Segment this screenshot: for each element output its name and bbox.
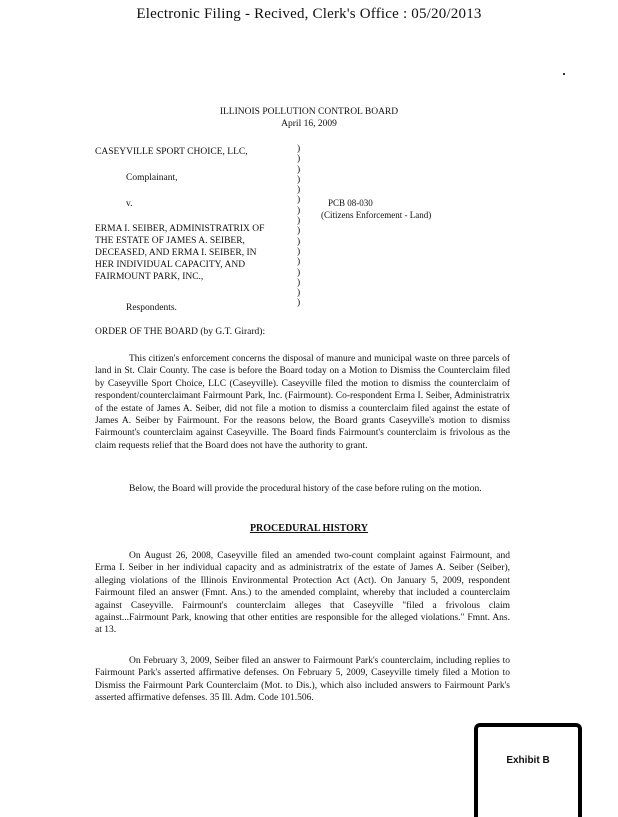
caption-paren: ) xyxy=(297,185,301,196)
caption-paren: ) xyxy=(297,154,301,165)
caption-paren: ) xyxy=(297,205,301,216)
caption-paren: ) xyxy=(297,257,301,268)
order-heading: ORDER OF THE BOARD (by G.T. Girard): xyxy=(95,327,266,337)
overview-paragraph: Below, the Board will provide the procedural history of the case before ruling on the motion. xyxy=(129,484,482,494)
exhibit-tab xyxy=(474,723,582,817)
caption-paren: ) xyxy=(297,267,301,278)
versus-label: v. xyxy=(126,199,133,209)
caption-paren: ) xyxy=(297,246,301,257)
scan-speck xyxy=(563,73,565,75)
caption-parens xyxy=(297,144,300,309)
defendant-names xyxy=(95,223,264,283)
order-date: April 16, 2009 xyxy=(281,119,337,129)
caption-paren: ) xyxy=(297,288,301,299)
exhibit-label: Exhibit B xyxy=(506,755,550,766)
caption-paren: ) xyxy=(297,195,301,206)
defendant-line: HER INDIVIDUAL CAPACITY, AND xyxy=(95,260,246,270)
caption-paren: ) xyxy=(297,216,301,227)
caption-paren: ) xyxy=(297,298,301,309)
caption-paren: ) xyxy=(297,174,301,185)
defendant-line: FAIRMOUNT PARK, INC., xyxy=(95,272,204,282)
caption-paren: ) xyxy=(297,277,301,288)
defendant-line: ERMA I. SEIBER, ADMINISTRATRIX OF xyxy=(95,224,265,234)
caption-paren: ) xyxy=(297,144,301,154)
case-info xyxy=(321,197,431,221)
caption-paren: ) xyxy=(297,226,301,237)
complainant-label: Complainant, xyxy=(126,173,178,183)
respondents-label: Respondents. xyxy=(126,303,177,313)
history-paragraph-1: On August 26, 2008, Caseyville filed an amended two-count complaint against Fairmount, and Erma I. Seiber in her individual capacity and as administratrix of the estate of James A. Seiber (Seiber), alleging violations of the Illinois Environmental Protection Act (Act). On January 5, 2009, respondent Fairmount filed an answer (Fmnt. Ans.) to the amended complaint, whereby that included a counterclaim against Caseyville. Fairmount's counterclaim alleges that Caseyville "filed a frivolous claim against...Fairmount Park, knowing that other entities are responsible for the alleged violations." Fmnt. Ans. at 13. xyxy=(95,551,510,636)
caption-paren: ) xyxy=(297,164,301,175)
intro-paragraph: This citizen's enforcement concerns the disposal of manure and municipal waste on three parcels of land in St. Clair County. The case is before the Board today on a Motion to Dismiss the Counterclaim filed by Caseyville Sport Choice, LLC (Caseyville). Caseyville filed the motion to dismiss the counterclaim of respondent/counterclaimant Fairmount Park, Inc. (Fairmount). Co-respondent Erma I. Seiber, Administratrix of the estate of James A. Seiber, did not file a motion to dismiss a counterclaim filed against the estate of James A. Seiber by Fairmount. For the reasons below, the Board grants Caseyville's motion to dismiss Fairmount's counterclaim against Caseyville. The Board finds Fairmount's counterclaim is frivolous as the claim requests relief that the Board does not have the authority to grant. xyxy=(95,354,510,451)
history-paragraph-2: On February 3, 2009, Seiber filed an answer to Fairmount Park's counterclaim, including replies to Fairmount Park's asserted affirmative defenses. On February 5, 2009, Caseyville timely filed a Motion to Dismiss the Fairmount Park Counterclaim (Mot. to Dis.), which also included answers to Fairmount Park's asserted affirmative defenses. 35 Ill. Adm. Code 101.506. xyxy=(95,656,510,704)
case-type: (Citizens Enforcement - Land) xyxy=(321,210,432,220)
defendant-line: DECEASED, AND ERMA I. SEIBER, IN xyxy=(95,248,257,258)
board-title: ILLINOIS POLLUTION CONTROL BOARD xyxy=(219,107,399,117)
complainant-name: CASEYVILLE SPORT CHOICE, LLC, xyxy=(95,147,248,157)
defendant-line: THE ESTATE OF JAMES A. SEIBER, xyxy=(95,236,245,246)
procedural-history-heading: PROCEDURAL HISTORY xyxy=(249,523,369,534)
case-number: PCB 08-030 xyxy=(328,198,373,208)
caption-paren: ) xyxy=(297,236,301,247)
filing-stamp: Electronic Filing - Recived, Clerk's Office : 05/20/2013 xyxy=(136,6,482,22)
